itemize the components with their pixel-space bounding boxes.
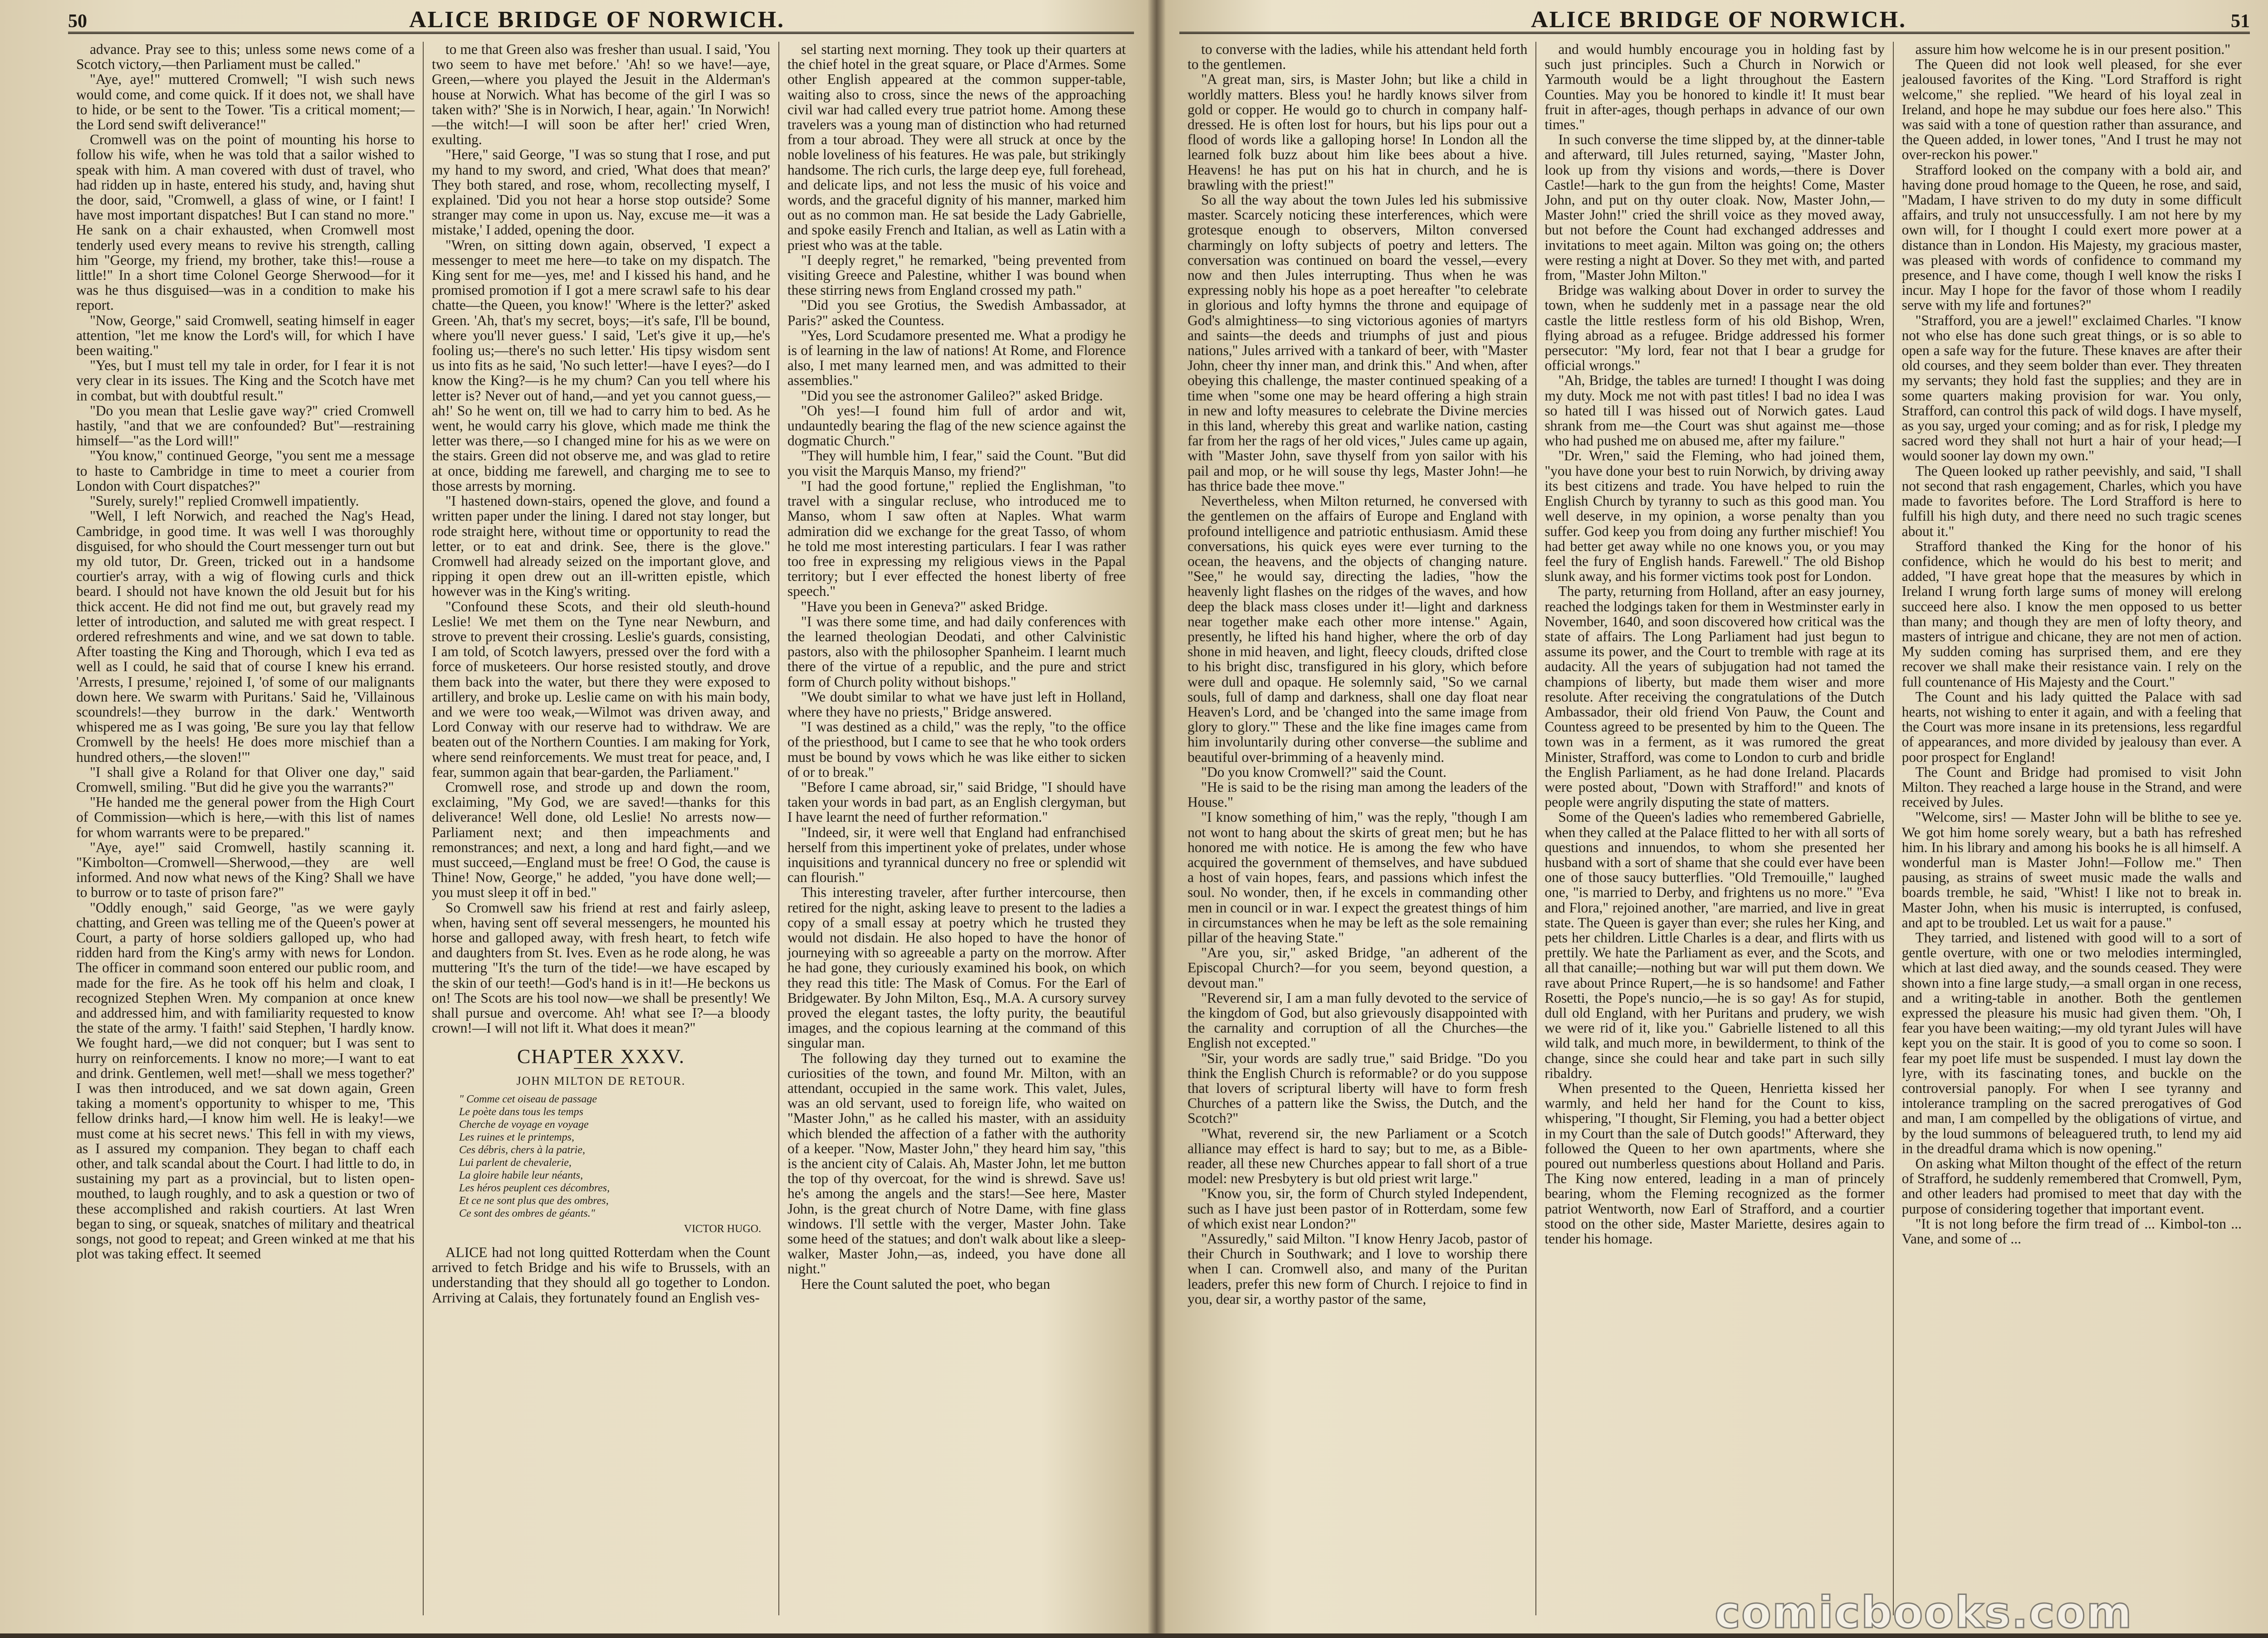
paragraph: "Assuredly," said Milton. "I know Henry Jacob, pastor of their Church in Southwark; and I love to worship there when I can. Cromwell also, and many of the Puritan leaders, prefer this new form of Church. I rejoice to find in you, dear sir, a worthy pastor of the same, [1188,1231,1528,1307]
text-column [68,42,424,1615]
right-page [1161,0,2268,1633]
text-column [779,42,1134,1615]
paragraph: "I was destined as a child," was the reply, "to the office of the priesthood, but I came to see that he who took orders must be bound by vows which he was like either to sicken of or to break." [787,719,1126,780]
paragraph: "Have you been in Geneva?" asked Bridge. [801,598,1048,614]
paragraph: "They will humble him, I fear," said the Count. "But did you visit the Marquis Manso, my friend?" [787,448,1126,479]
paragraph: "I was there some time, and had daily conferences with the learned theologian Deodati, and other Calvinistic pastors, also with the philosopher Spanheim. I learnt much there of the virtue of a republic, and the pure and strict form of Church polity without bishops." [787,613,1126,690]
text-column [1536,42,1893,1615]
paragraph: "Did you see Grotius, the Swedish Ambassador, at Paris?" asked the Countess. [787,297,1126,328]
paragraph: "Now, George," said Cromwell, seating himself in eager attention, "let me know the Lord's will, for which I have been waiting." [76,312,415,359]
text-columns [1179,42,2250,1615]
page-header [1179,6,2250,34]
watermark: comicbooks.com [1715,1587,2133,1638]
text-column [1179,42,1536,1615]
running-title: ALICE BRIDGE OF NORWICH. [1530,7,1907,33]
paragraph: When presented to the Queen, Henrietta kissed her warmly, and held her hand for the Count to kiss, whispering, "I thought, Sir Fleming, you had a better object in my Court than the sale of Dutch goods!" Afterward, they followed the Queen to her own apartments, where she poured out numberless questions about Holland and Paris. The King now entered, leading in a man of princely bearing, whom the Fleming recognized as the former patriot Wentworth, now Earl of Strafford, and a courtier stood on the other side, Master Mariette, desires again to tender his homage. [1545,1080,1885,1247]
paragraph: "Reverend sir, I am a man fully devoted to the service of the kingdom of God, but also grievously disappointed with the carnality and corruption of all the Churches—the English not excepted." [1188,990,1528,1051]
paragraph: "I hastened down-stairs, opened the glove, and found a written paper under the lining. I dared not stay longer, but rode straight here, without time or opportunity to read the letter, or to eat and drink. See, there is the glove." Cromwell had already seized on the important glove, and ripping it open drew out an ill-written epistle, which however was in the King's writing. [432,493,770,600]
paragraph: Cromwell was on the point of mounting his horse to follow his wife, when he was told that a sailor wished to speak with him. A man covered with dust of travel, who had ridden up in haste, entered his study, and, having shut the door, said, "Cromwell, a glass of wine, or I faint! I have most important dispatches! But I can stand no more." He sank on a chair exhausted, when Cromwell most tenderly used every means to revive his strength, calling him "George, my friend, my brother, take this!—rouse a little!" In a short time Colonel George Sherwood—for it was he thus disguised—was in a condition to make his report. [76,132,415,313]
chapter-opening-paragraph: ALICE had not long quitted Rotterdam when the Count arrived to fetch Bridge and his wife to Brussels, with an understanding that they should all go together to London. Arriving at Calais, they fortunately found an English ves- [432,1244,770,1306]
epigraph-line: Ce sont des ombres de géants." [459,1207,595,1219]
paragraph: assure him how welcome he is in our present position." [1915,42,2231,57]
paragraph: "Aye, aye!" muttered Cromwell; "I wish such news would come, and come quick. If it does not, we shall have to hide, or be sent to the Tower. 'Tis a critical moment;—the Lord send swift deliverance!" [76,71,415,133]
paragraph: "Welcome, sirs! — Master John will be blithe to see ye. We got him home sorely weary, but a bath has refreshed him. In his library and among his books he is all himself. A wonderful man is Master John!—Follow me." Then pausing, as strains of sweet music made the walls and boards tremble, he said, "Whist! I like not to break in. Master John, when his music is interrupted, is confused, and apt to be troubled. Let us wait for a pause." [1901,809,2242,931]
paragraph: The Queen did not look well pleased, for she ever jealoused favorites of the King. "Lord Strafford is right welcome," she replied. "We heard of his loyal zeal in Ireland, and hope he may subdue our foes here also." This was said with a tone of question rather than assurance, and the Queen added, in lower tones, "And I trust he may not over-reckon his power." [1901,56,2242,163]
paragraph: "Indeed, sir, it were well that England had enfranchised herself from this impertinent yoke of prelates, under whose inquisitions and tyrannical duncery no free or splendid wit can flourish." [787,824,1126,886]
page-header [68,6,1134,34]
paragraph: Here the Count saluted the poet, who began [801,1276,1051,1292]
paragraph: "I deeply regret," he remarked, "being prevented from visiting Greece and Palestine, whither I was bound when these stirring news from England crossed my path." [787,252,1126,298]
paragraph: So Cromwell saw his friend at rest and fairly asleep, when, having sent off several messengers, he mounted his horse and galloped away, with fresh heart, to fetch wife and daughters from St. Ives. Even as he rode along, he was muttering "It's the turn of the tide!—we have escaped by the skin of our teeth!—God's hand is in it!—He beckons us on! The Scots are his tool now—we shall be presently! We shall pursue and overcome. Ah! what see I?—a bloody crown!—I will not lift it. What does it mean?" [432,899,770,1036]
chapter-number: CHAPTER XXXV. [517,1045,685,1068]
paragraph: "Before I came abroad, sir," said Bridge, "I should have taken your words in bad part, as an English clergyman, but I have learnt the need of further reformation." [787,779,1126,825]
epigraph-line: Cherche de voyage en voyage [459,1118,589,1131]
chapter-heading [432,1045,770,1088]
page-number: 51 [2230,11,2250,32]
paragraph: "Surely, surely!" replied Cromwell impatiently. [90,493,359,509]
paragraph: "A great man, sirs, is Master John; but like a child in worldly matters. Bless you! he hardly knows silver from gold or copper. He would go to church in company half-dressed. He is often lost for hours, but his lips pour out a flood of words like a galloping horse! In London all the learned folk buzz about him like bees about a hive. Heavens! he has put on his hat in church, and he is brawling with the priest!" [1188,71,1528,193]
paragraph: Cromwell rose, and strode up and down the room, exclaiming, "My God, we are saved!—thanks for this deliverance! Well done, old Leslie! No arrests now—Parliament next; and then impeachments and remonstrances; and next, a long and hard fight,—and we must succeed,—England must be free! O God, the cause is Thine! Now, George," he added, "you have done well;—you must sleep it off in bed." [432,779,770,901]
page-number: 50 [68,11,87,32]
divider [574,1068,628,1069]
paragraph: "Are you, sir," asked Bridge, "an adherent of the Episcopal Church?—for you seem, beyond question, a devout man." [1188,945,1528,991]
book-gutter [1148,0,1166,1633]
epigraph-line: Le poète dans tous les temps [459,1106,583,1118]
paragraph: "Ah, Bridge, the tables are turned! I thought I was doing my duty. Mock me not with past titles! I bad no idea I was so hated till I was hissed out of Norwich gates. Laud shrank from me—the Court was shut against me—those who had pushed me on abused me, after my failure." [1545,372,1885,449]
paragraph: The Count and Bridge had promised to visit John Milton. They reached a large house in the Strand, and were received by Jules. [1901,764,2242,810]
paragraph: "Yes, but I must tell my tale in order, for I fear it is not very clear in its issues. The King and the Scotch have met in combat, but with doubtful result." [76,357,415,404]
paragraph: Some of the Queen's ladies who remembered Gabrielle, when they called at the Palace flitted to her with all sorts of questions and innuendos, to whom she presented her husband with a sort of shame that she could ever have been one of those saucy butterflies. "Old Tremouille," laughed one, "is married to Derby, and frightens us no more." "Eva and Flora," rejoined another, "are married, and live in great state. The Queen is gayer than ever; she rules her King, and pets her children. Little Charles is a dear, and flirts with us prettily. We hate the Parliament as ever, and the Scots, and all that canaille;—nothing but war will put them down. We rave about Prince Rupert,—he is so handsome! and Father Rosetti, the Pope's nuncio,—he is so gay! As for stupid, dull old England, with her Puritans and prudery, we wish we were rid of it, like you." Gabrielle listened to all this wild talk, and much more, in bewilderment, to think of the change, since she could hear and take part in such silly ribaldry. [1545,809,1885,1081]
paragraph: On asking what Milton thought of the effect of the return of Strafford, he suddenly remembered that Cromwell, Pym, and other leaders had promised to meet that day with the purpose of considering together that important event. [1901,1155,2242,1217]
running-title: ALICE BRIDGE OF NORWICH. [409,7,785,33]
paragraph: "Confound these Scots, and their old sleuth-hound Leslie! We met them on the Tyne near Newburn, and strove to prevent their crossing. Leslie's guards, consisting, I am told, of Scotch lawyers, pressed over the ford with a force of musketeers. Our horse resisted stoutly, and drove them back into the water, but there they were exposed to artillery, and broke up. Leslie came on with his main body, and we were too weak,—Wilmot was driven away, and Lord Conway with our reserve had to withdraw. We are beaten out of the Northern Counties. I am making for York, where send reinforcements. We must treat for peace, and, I fear, summon again that bear-garden, the Parliament." [432,598,770,780]
paragraph: and would humbly encourage you in holding fast by such just principles. Such a Church in Norwich or Yarmouth would be a light throughout the Eastern Counties. May you be honored to kindle it! It must bear fruit in after-ages, though perhaps in advance of our own times." [1545,42,1885,133]
text-column [424,42,779,1615]
paragraph: "I had the good fortune," replied the Englishman, "to travel with a singular recluse, who introduced me to Manso, whom I saw often at Naples. What warm admiration did we exchange for the great Tasso, of whom he told me most interesting particulars. I fear I was rather too free in expressing my religious views in the Papal territory; but I ever effected the honest liberty of free speech." [787,478,1126,600]
paragraph: This interesting traveler, after further intercourse, then retired for the night, asking leave to present to the ladies a copy of a small essay at poetry which he trusted they would not disdain. He also hoped to have the honor of journeying with so agreeable a party on the morrow. After he had gone, they curiously examined his book, on which they read this title: The Mask of Comus. For the Earl of Bridgewater. By John Milton, Esq., M.A. A cursory survey proved the elegant tastes, the lofty purity, the beautiful images, and the copious learning at the command of this singular man. [787,884,1126,1051]
paragraph: "Do you mean that Leslie gave way?" cried Cromwell hastily, "and that we are confounded? But"—restraining himself—"as the Lord will!" [76,402,415,449]
paragraph: "We doubt similar to what we have just left in Holland, where they have no priests," Bridge answered. [787,688,1126,720]
paragraph: "Yes, Lord Scudamore presented me. What a prodigy he is of learning in the law of nations! At Rome, and Florence also, I met many learned men, and was admitted to their assemblies." [787,327,1126,389]
epigraph-line: Les ruines et le printemps, [459,1131,574,1143]
epigraph-line: La gloire habile leur néants, [459,1169,583,1181]
column-body [432,42,770,1035]
paragraph: sel starting next morning. They took up their quarters at the chief hotel in the great square, or Place d'Armes. Some other English appeared at the common supper-table, waiting also to cross, since the news of the approaching civil war had called every true patriot home. Among these travelers was a young man of distinction who had returned from a tour abroad. They were all struck at once by the noble loveliness of his features. He was pale, but strikingly handsome. The rich curls, the large deep eye, full forehead, and delicate lips, and not less the music of his voice and words, and the graceful dignity of his manner, marked him out as no common man. He sat beside the Lady Gabrielle, and spoke easily French and Italian, as well as Latin with a priest who was at the table. [787,42,1126,253]
paragraph: "Dr. Wren," said the Fleming, who had joined them, "you have done your best to ruin Norwich, by driving away its best citizens and trade. You have helped to ruin the English Church by tyranny to such as this good man. You well deserve, in my opinion, a worse penalty than you suffer. God keep you from doing any further mischief! You had better get away while no one knows you, or you may feel the fury of English hands. Farewell." The old Bishop slunk away, and his former victims took post for London. [1545,448,1885,585]
paragraph: The Count and his lady quitted the Palace with sad hearts, not wishing to enter it again, and with a feeling that the Court was more insane in its pretensions, less regardful of appearances, and more divided by jealousy than ever. A poor prospect for England! [1901,688,2242,765]
text-column [1894,42,2250,1615]
paragraph: The following day they turned out to examine the curiosities of the town, and found Mr. Milton, with an attendant, occupied in the same work. This valet, Jules, was an old servant, used to foreign life, who waited on "Master John," as he called his master, with an assiduity which blended the affection of a father with the authority of a keeper. "Now, Master John," they heard him say, "this is the ancient city of Calais. Ah, Master John, let me button the top of thy overcoat, for the wind is shrewd. Save us! he's among the angels and the stars!—See here, Master John, is the great church of Notre Dame, with fine glass windows. I'll settle with the verger, Master John. Take some heed of the statues; and don't walk about like a sleep-walker, Master John,—as, indeed, you have done all night." [787,1050,1126,1277]
epigraph-line: Ces débris, chers à la patrie, [459,1144,585,1156]
paragraph: Nevertheless, when Milton returned, he conversed with the gentlemen on the affairs of Europe and England with profound intelligence and patriotic enthusiasm. Amid these conversations, his quick eyes were ever turning to the ocean, the heavens, and the objects of changing nature. "See," he would say, directing the ladies, "how the heavenly light flashes on the ridges of the waves, and how deep the black mass closes under it!—light and darkness near together make each other more intense." Again, presently, he lifted his hand higher, where the orb of day shone in mid heaven, and light, fleecy clouds, drifted close to his bright disc, transfigured in his glory, which before were dull and opaque. He solemnly said, "So we carnal souls, full of damp and darkness, shall one day float near Heaven's Lord, and be 'changed into the same image from glory to glory.'" These and the like fine images came from him involuntarily during other converse—the sublime and beautiful over-brimming of a heavenly mind. [1188,493,1528,765]
paragraph: to converse with the ladies, while his attendant held forth to the gentlemen. [1188,42,1528,73]
epigraph-attribution: VICTOR HUGO. [684,1223,761,1235]
text-columns [68,42,1134,1615]
paragraph: Bridge was walking about Dover in order to survey the town, when he suddenly met in a passage near the old castle the little restless form of his old Bishop, Wren, flying abroad as a refugee. Bridge addressed his former persecutor: "My lord, fear not that I bear a grudge for official wrongs." [1545,282,1885,374]
paragraph: So all the way about the town Jules led his submissive master. Scarcely noticing these interferences, which were grotesque enough to observers, Milton conversed charmingly on lofty subjects of poetry and letters. The conversation was continued on board the vessel,—every now and then Jules interrupting. Thus when he was expressing nobly his hope as a poet hereafter "to celebrate in glorious and lofty hymns the throne and equipage of God's almightiness—to sing victorious agonies of martyrs and saints—the deeds and triumphs of just and pious nations," Jules arrived with a tankard of beer, with "Master John, cheer thy inner man, and drink this." And when, after obeying this challenge, the master continued speaking of a time when "some one may be heard offering a high strain in new and lofty measures to celebrate the Divine mercies in this land, whereby this great and warlike nation, casting far from her the rags of her old vices," Jules came up again, with "Master John, save thyself from yon sailor with his pail and mop, or he will souse thy legs, Master John!—he has thrice bade thee move." [1188,192,1528,494]
epigraph [459,1093,752,1220]
paragraph: "He handed me the general power from the High Court of Commission—which is here,—with this list of names for whom warrants were to be prepared." [76,794,415,840]
paragraph: They tarried, and listened with good will to a sort of gentle overture, with one or two melodies intermingled, which at last died away, and the sounds ceased. They were shown into a fine large study,—a small organ in one recess, and a writing-table in another. Both the gentlemen expressed the pleasure his music had given them. "Oh, I fear you have been waiting;—my old tyrant Jules will have kept you on the stair. It is good of you to come so soon. I fear my poet life must be suspended. I must lay down the lyre, with its fascinating tones, and buckle on the controversial panoply. For when I see tyranny and intolerance trampling on the sacred prerogatives of God and man, I am compelled by the obligations of virtue, and by the loud summons of beleaguered truth, to lend my aid in the dreadful drama which is now opening." [1901,929,2242,1156]
chapter-title: JOHN MILTON DE RETOUR. [516,1074,686,1087]
paragraph: "Oddly enough," said George, "as we were gayly chatting, and Green was telling me of the Queen's power at Court, a party of horse soldiers galloped up, who had ridden hard from the King's army with news for London. The officer in command soon entered our public room, and made for the fire. As he took off his helm and cloak, I recognized Stephen Wren. My companion at once knew and addressed him, and with familiarity requested to know the state of the army. 'I faith!' said Stephen, 'I hardly know. We fought hard,—we did not conquer; but I was sent to hurry on reinforcements. I know no more;—I want to eat and drink. Gentlemen, well met!—shall we mess together?' I was then introduced, and we sat down again, Green taking a moment's opportunity to whisper to me, 'This fellow drinks hard,—I know him well. He is leaky!—we must come at his secret news.' This fell in with my views, as I assured my companion. They began to chaff each other, and talk scandal about the Court. I had little to do, in sustaining my part as a provincial, but to listen open-mouthed, to laugh roughly, and to ask a question or two of these accomplished and rakish courtiers. At last Wren began to sing, or squeak, snatches of military and theatrical songs, not good to repeat; and Green winked at me that his plot was taking effect. It seemed [76,899,415,1262]
paragraph: The Queen looked up rather peevishly, and said, "I shall not second that rash engagement, Charles, which you have made to favorites before. The Lord Strafford is here to fulfill his high duty, and there need no such tragic scenes about it." [1901,463,2242,539]
paragraph: "Aye, aye!" said Cromwell, hastily scanning it. "Kimbolton—Cromwell—Sherwood,—they are well informed. And now what news of the King? Shall we have to burrow or to taste of prison fare?" [76,839,415,901]
paragraph: "I know something of him," was the reply, "though I am not wont to hang about the skirts of great men; but he has honored me with notice. He is among the few who have acquired the government of themselves, and have subdued a host of vain hopes, fears, and passions which infest the soul. No wonder, then, if he excels in commanding other men in council or in war. I expect the greatest things of him in circumstances when he may be left as the sole remaining pillar of the heaving State." [1188,809,1528,946]
paragraph: "What, reverend sir, the new Parliament or a Scotch alliance may effect is hard to say; but to me, as a Bible-reader, all these new Churches appear to fall short of a true model: new Presbytery is but old priest writ large." [1188,1125,1528,1187]
paragraph: "Did you see the astronomer Galileo?" asked Bridge. [801,387,1103,404]
paragraph: "You know," continued George, "you sent me a message to haste to Cambridge in time to meet a courier from London with Court dispatches?" [76,448,415,494]
paragraph: "I shall give a Roland for that Oliver one day," said Cromwell, smiling. "But did he give you the warrants?" [76,764,415,795]
paragraph: "It is not long before the firm tread of ... Kimbol-ton ... Vane, and some of ... [1901,1215,2242,1247]
paragraph: "Do you know Cromwell?" said the Count. [1201,764,1447,780]
paragraph: "Oh yes!—I found him full of ardor and wit, undauntedly bearing the flag of the new science against the dogmatic Church." [787,402,1126,449]
paragraph: "Well, I left Norwich, and reached the Nag's Head, Cambridge, in good time. It was well I was thoroughly disguised, for who should the Court messenger turn out but my old tutor, Dr. Green, tricked out in a handsome courtier's array, with a wig of flowing curls and thick beard. I should not have known the old Jesuit but for his thick accent. He did not find me out, but gravely read my letter of introduction, and saluted me with great respect. I ordered refreshments and wine, and we sat down to table. After toasting the King and Thorough, which I eva ted as well as I could, he said that of course I knew his errand. 'Arrests, I presume,' rejoined I, 'of some of our malignants down here. We swarm with Puritans.' Said he, 'Villainous scoundrels!—they burrow in the dark.' Wentworth whispered me as I was going, 'Be sure you lay that fellow Cromwell by the heels! He does more mischief than a hundred others,—the sloven!'" [76,508,415,765]
paragraph: "He is said to be the rising man among the leaders of the House." [1188,779,1528,810]
paragraph: Strafford looked on the company with a bold air, and having done proud homage to the Queen, he rose, and said, "Madam, I have striven to do my duty in some difficult affairs, and truly not unsuccessfully. I am not here by my own will, for I thought I could exert more power at a distance than in London. His Majesty, my gracious master, was pleased with words of confidence to command my presence, and I have come, though I well know the risks I incur. May I hope for the favor of those whom I readily serve with my life and fortunes?" [1901,161,2242,313]
paragraph: "Here," said George, "I was so stung that I rose, and put my hand to my sword, and cried, 'What does that mean?' They both stared, and rose, whom, recollecting myself, I explained. 'Did you not hear a horse stop outside? Some stranger may come in upon us. Nay, excuse me—it was a mistake,' I added, opening the door. [432,146,770,238]
paragraph: "Strafford, you are a jewel!" exclaimed Charles. "I know not who else has done such great things, or is so able to open a safe way for the future. These knaves are after their old courses, and they seem bolder than ever. They threaten my servants; they hold fast the supplies; and they are in some quarters making provision for war. You only, Strafford, can control this pack of wild dogs. I have myself, as you say, urged your coming; and as for risk, I pledge my sacred word they shall not hurt a hair of your head;—I would sooner lay down my own." [1901,312,2242,464]
paragraph: Strafford thanked the King for the honor of his confidence, which he would do his best to merit; and added, "I have great hope that the measures by which in Ireland I wrung forth large sums of money will erelong succeed here also. I know the men opposed to us better than many; and though they are men of lofty theory, and masters of intrigue and chicane, they are not men of action. My sudden coming has surprised them, and ere they recover we shall make their resistance vain. I rely on the full countenance of His Majesty and the Court." [1901,538,2242,690]
paragraph: advance. Pray see to this; unless some news come of a Scotch victory,—then Parliament must be called." [76,42,415,73]
epigraph-line: Et ce ne sont plus que des ombres, [459,1194,609,1207]
paragraph: The party, returning from Holland, after an easy journey, reached the lodgings taken for them in Westminster early in November, 1640, and soon discovered how critical was the state of affairs. The Long Parliament had just begun to assume its power, and the Court to tremble with rage at its audacity. All the years of subjugation had not tamed the champions of liberty, but made them wiser and more resolute. After receiving the congratulations of the Dutch Ambassador, their old friend Von Pauw, the Count and Countess agreed to be presented by him to the Queen. The town was in a ferment, as it was rumored the great Minister, Strafford, was come to London to curb and bridle the English Parliament, as he had done Ireland. Placards were posted about, "Down with Strafford!" and knots of people were angrily disputing the state of matters. [1545,583,1885,810]
paragraph: "Wren, on sitting down again, observed, 'I expect a messenger to meet me here—to take on my dispatch. The King sent for me—yes, me! and I kissed his hand, and he promised promotion if I got a mere scrawl safe to his dear chatte—the Queen, you know!' 'Where is the letter?' asked Green. 'Ah, that's my secret, boys;—it's safe, I'll be bound, where you'll never guess.' I said, 'Let's give it up,—he's fooling us;—there's no such letter.' His tipsy wisdom sent us into fits as he said, 'No such letter!—have I eyes?—do I know the King?—is he my chum? Can you tell where his letter is? Never out of hand,—and yet you cannot guess,—ah!' So he went on, till we had to carry him to bed. As he went, he would carry his glove, which made me think the letter was there,—so I changed mine for his as we were on the stairs. Green did not observe me, and was glad to retire at once, bidding me farewell, and charging me to see to those arrests by morning. [432,237,770,494]
epigraph-line: Les héros peuplent ces décombres, [459,1182,610,1194]
paragraph: "Sir, your words are sadly true," said Bridge. "Do you think the English Church is reformable? or do you suppose that lovers of scriptural liberty will have to form fresh Churches of a pattern like the Swiss, the Dutch, and the Scotch?" [1188,1050,1528,1126]
paragraph: In such converse the time slipped by, at the dinner-table and afterward, till Jules returned, saying, "Master John, look up from thy visions and words,—there is Dover Castle!—hark to the gun from the heights! Come, Master John, and put on thy outer cloak. Now, Master John,—Master John!" cried the shrill voice as they moved away, but not before the Count had exchanged addresses and invitations to meet again. Milton was going on; the others were resting a night at Dover. So they met with, and parted from, "Master John Milton." [1545,132,1885,283]
epigraph-line: Lui parlent de chevalerie, [459,1156,572,1169]
epigraph-line: " Comme cet oiseau de passage [459,1093,597,1105]
paragraph: to me that Green also was fresher than usual. I said, 'You two seem to have met before.' 'Ah! so we have!—aye, Green,—where you played the Jesuit in the Alderman's house at Norwich. What has become of the girl I was so taken with?' 'She is in Norwich, I hear, again.' 'In Norwich!—the witch!—I will soon be after her!' cried Wren, exulting. [432,42,770,148]
paragraph: "Know you, sir, the form of Church styled Independent, such as I have just been pastor of in Rotterdam, some few of which exist near London?" [1188,1185,1528,1232]
